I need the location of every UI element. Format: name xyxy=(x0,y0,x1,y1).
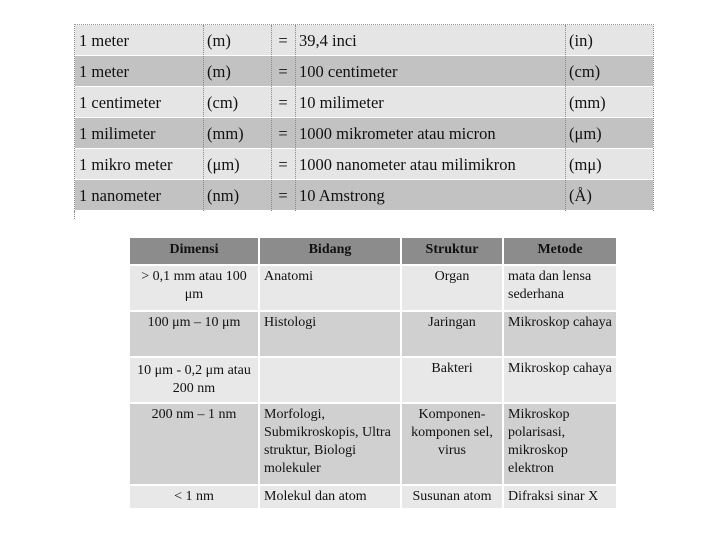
cell-bidang xyxy=(259,357,401,403)
column-divider xyxy=(203,25,204,211)
unit-row xyxy=(75,118,653,149)
unit-equals: = xyxy=(278,186,288,205)
unit-quantity: 1 meter xyxy=(79,31,129,50)
header-bidang: Bidang xyxy=(259,237,401,265)
unit-value: 10 Amstrong xyxy=(299,186,385,205)
unit-quantity: 1 meter xyxy=(79,62,129,81)
cell-bidang: Molekul dan atom xyxy=(259,485,401,509)
unit-value: 1000 mikrometer atau micron xyxy=(299,124,496,143)
unit-row xyxy=(75,25,653,56)
unit-symbol: (μm) xyxy=(207,155,240,174)
unit-quantity: 1 mikro meter xyxy=(79,155,173,174)
unit-target: (mμ) xyxy=(569,155,602,174)
unit-equals: = xyxy=(278,124,288,143)
unit-equals: = xyxy=(278,31,288,50)
table-edge-line xyxy=(74,211,75,219)
cell-metode: Difraksi sinar X xyxy=(503,485,617,509)
column-divider xyxy=(295,25,296,211)
unit-quantity: 1 milimeter xyxy=(79,124,156,143)
unit-symbol: (m) xyxy=(207,31,231,50)
unit-row xyxy=(75,56,653,87)
unit-symbol: (mm) xyxy=(207,124,244,143)
unit-equals: = xyxy=(278,155,288,174)
cell-metode: Mikroskop cahaya xyxy=(503,357,617,403)
cell-metode: Mikroskop cahaya xyxy=(503,311,617,357)
header-dimensi: Dimensi xyxy=(129,237,259,265)
unit-quantity: 1 centimeter xyxy=(79,93,162,112)
cell-bidang: Anatomi xyxy=(259,265,401,311)
unit-equals: = xyxy=(278,93,288,112)
unit-value: 100 centimeter xyxy=(299,62,398,81)
table-row xyxy=(129,265,617,311)
cell-struktur: Jaringan xyxy=(401,311,503,357)
cell-struktur: Bakteri xyxy=(401,357,503,403)
column-divider xyxy=(565,25,566,211)
cell-dimensi: > 0,1 mm atau 100 μm xyxy=(129,265,259,311)
unit-value: 1000 nanometer atau milimikron xyxy=(299,155,516,174)
cell-struktur: Komponen-komponen sel, virus xyxy=(401,403,503,485)
unit-conversion-table xyxy=(74,24,654,211)
dimension-header-row xyxy=(129,237,617,265)
unit-equals: = xyxy=(278,62,288,81)
cell-metode: mata dan lensa sederhana xyxy=(503,265,617,311)
unit-value: 10 milimeter xyxy=(299,93,384,112)
unit-row xyxy=(75,87,653,118)
cell-bidang: Histologi xyxy=(259,311,401,357)
unit-target: (Å) xyxy=(569,186,592,205)
unit-symbol: (cm) xyxy=(207,93,239,112)
header-metode: Metode xyxy=(503,237,617,265)
unit-value: 39,4 inci xyxy=(299,31,357,50)
cell-bidang: Morfologi, Submikroskopis, Ultra struktur, Biologi molekuler xyxy=(259,403,401,485)
cell-dimensi: 200 nm – 1 nm xyxy=(129,403,259,485)
unit-symbol: (m) xyxy=(207,62,231,81)
cell-struktur: Organ xyxy=(401,265,503,311)
table-row xyxy=(129,311,617,357)
column-divider xyxy=(271,25,272,211)
unit-target: (cm) xyxy=(569,62,601,81)
table-row xyxy=(129,403,617,485)
unit-row xyxy=(75,180,653,211)
table-row xyxy=(129,357,617,403)
unit-target: (mm) xyxy=(569,93,606,112)
cell-dimensi: 100 μm – 10 μm xyxy=(129,311,259,357)
unit-target: (μm) xyxy=(569,124,602,143)
table-row xyxy=(129,485,617,509)
unit-quantity: 1 nanometer xyxy=(79,186,162,205)
cell-dimensi: < 1 nm xyxy=(129,485,259,509)
cell-metode: Mikroskop polarisasi, mikroskop elektron xyxy=(503,403,617,485)
dimension-table xyxy=(128,236,618,510)
unit-row xyxy=(75,149,653,180)
cell-struktur: Susunan atom xyxy=(401,485,503,509)
header-struktur: Struktur xyxy=(401,237,503,265)
unit-symbol: (nm) xyxy=(207,186,240,205)
cell-dimensi: 10 μm - 0,2 μm atau 200 nm xyxy=(129,357,259,403)
unit-target: (in) xyxy=(569,31,593,50)
